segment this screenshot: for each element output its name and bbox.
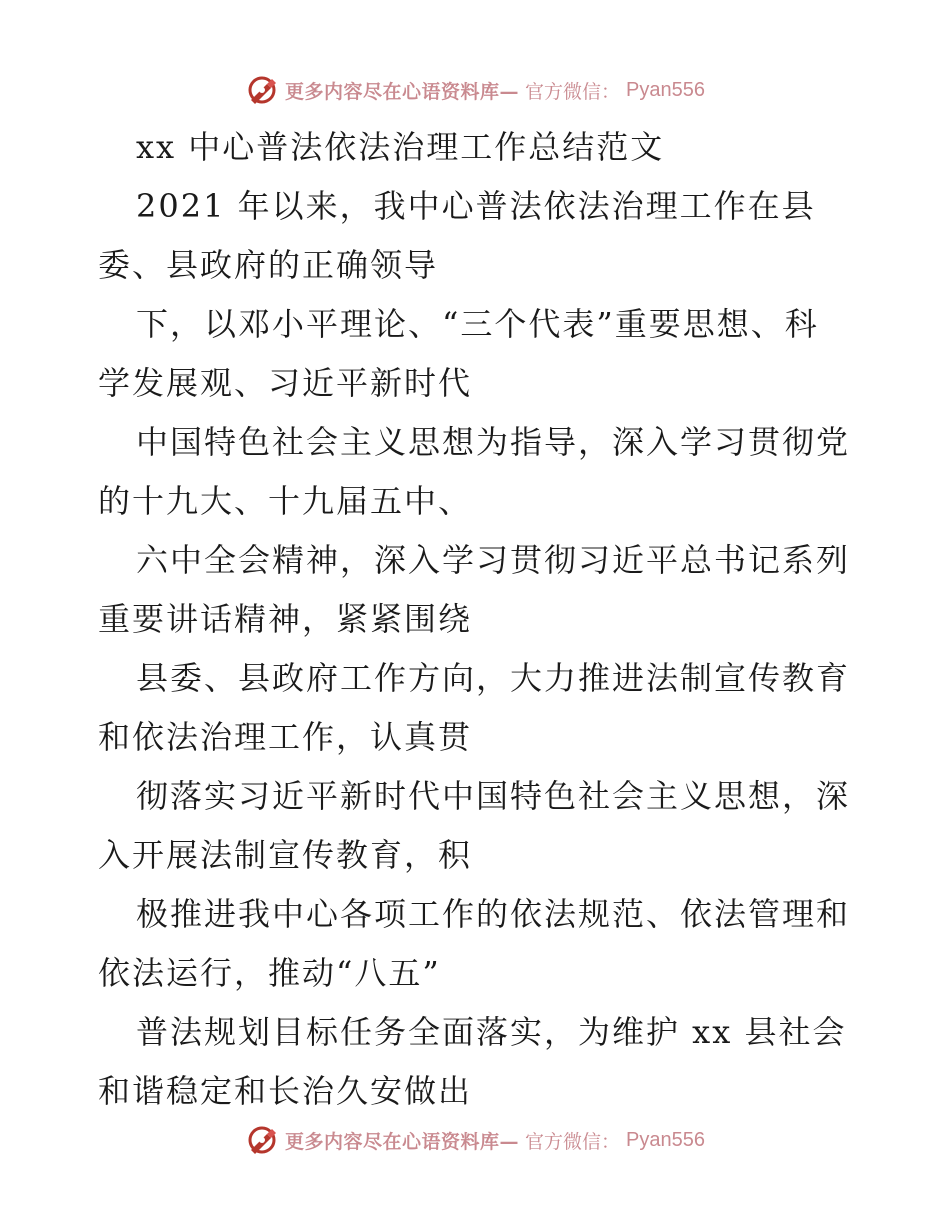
paragraph-line: 彻落实习近平新时代中国特色社会主义思想，深 bbox=[136, 777, 851, 815]
paragraph-line: 和谐稳定和长治久安做出 bbox=[98, 1072, 473, 1110]
paragraph-line: 县委、县政府工作方向，大力推进法制宣传教育 bbox=[136, 659, 851, 697]
header-wechat-label: 官方微信： bbox=[525, 80, 621, 103]
header-wechat-id: Pyan556 bbox=[626, 78, 705, 101]
footer-site-text: 更多内容尽在心语资料库— bbox=[285, 1130, 520, 1153]
paragraph-line: 委、县政府的正确领导 bbox=[98, 246, 439, 284]
pen-circle-logo-icon bbox=[245, 73, 279, 107]
paragraph-line: 2021 年以来，我中心普法依法治理工作在县 bbox=[136, 187, 816, 225]
paragraph-line: 六中全会精神，深入学习贯彻习近平总书记系列 bbox=[136, 541, 851, 579]
paragraph-line: 极推进我中心各项工作的依法规范、依法管理和 bbox=[136, 895, 851, 933]
pen-circle-logo-icon bbox=[245, 1123, 279, 1157]
footer-wechat-label: 官方微信： bbox=[525, 1130, 621, 1153]
paragraph-line: 入开展法制宣传教育，积 bbox=[98, 836, 473, 874]
header-site-text: 更多内容尽在心语资料库— bbox=[285, 80, 520, 103]
paragraph-line: 学发展观、习近平新时代 bbox=[98, 364, 473, 402]
paragraph-line: 中国特色社会主义思想为指导，深入学习贯彻党 bbox=[136, 423, 851, 461]
paragraph-line: 的十九大、十九届五中、 bbox=[98, 482, 473, 520]
footer-wechat-id: Pyan556 bbox=[626, 1128, 705, 1151]
footer-banner bbox=[0, 1120, 950, 1160]
header-banner bbox=[0, 70, 950, 110]
paragraph-line: 和依法治理工作，认真贯 bbox=[98, 718, 473, 756]
paragraph-line: 重要讲话精神，紧紧围绕 bbox=[98, 600, 473, 638]
paragraph-line: 下，以邓小平理论、“三个代表”重要思想、科 bbox=[136, 305, 819, 343]
paragraph-line: 普法规划目标任务全面落实，为维护 xx 县社会 bbox=[136, 1013, 847, 1051]
document-body bbox=[98, 118, 858, 1121]
document-title: xx 中心普法依法治理工作总结范文 bbox=[136, 128, 665, 166]
paragraph-line: 依法运行，推动“八五” bbox=[98, 954, 441, 992]
